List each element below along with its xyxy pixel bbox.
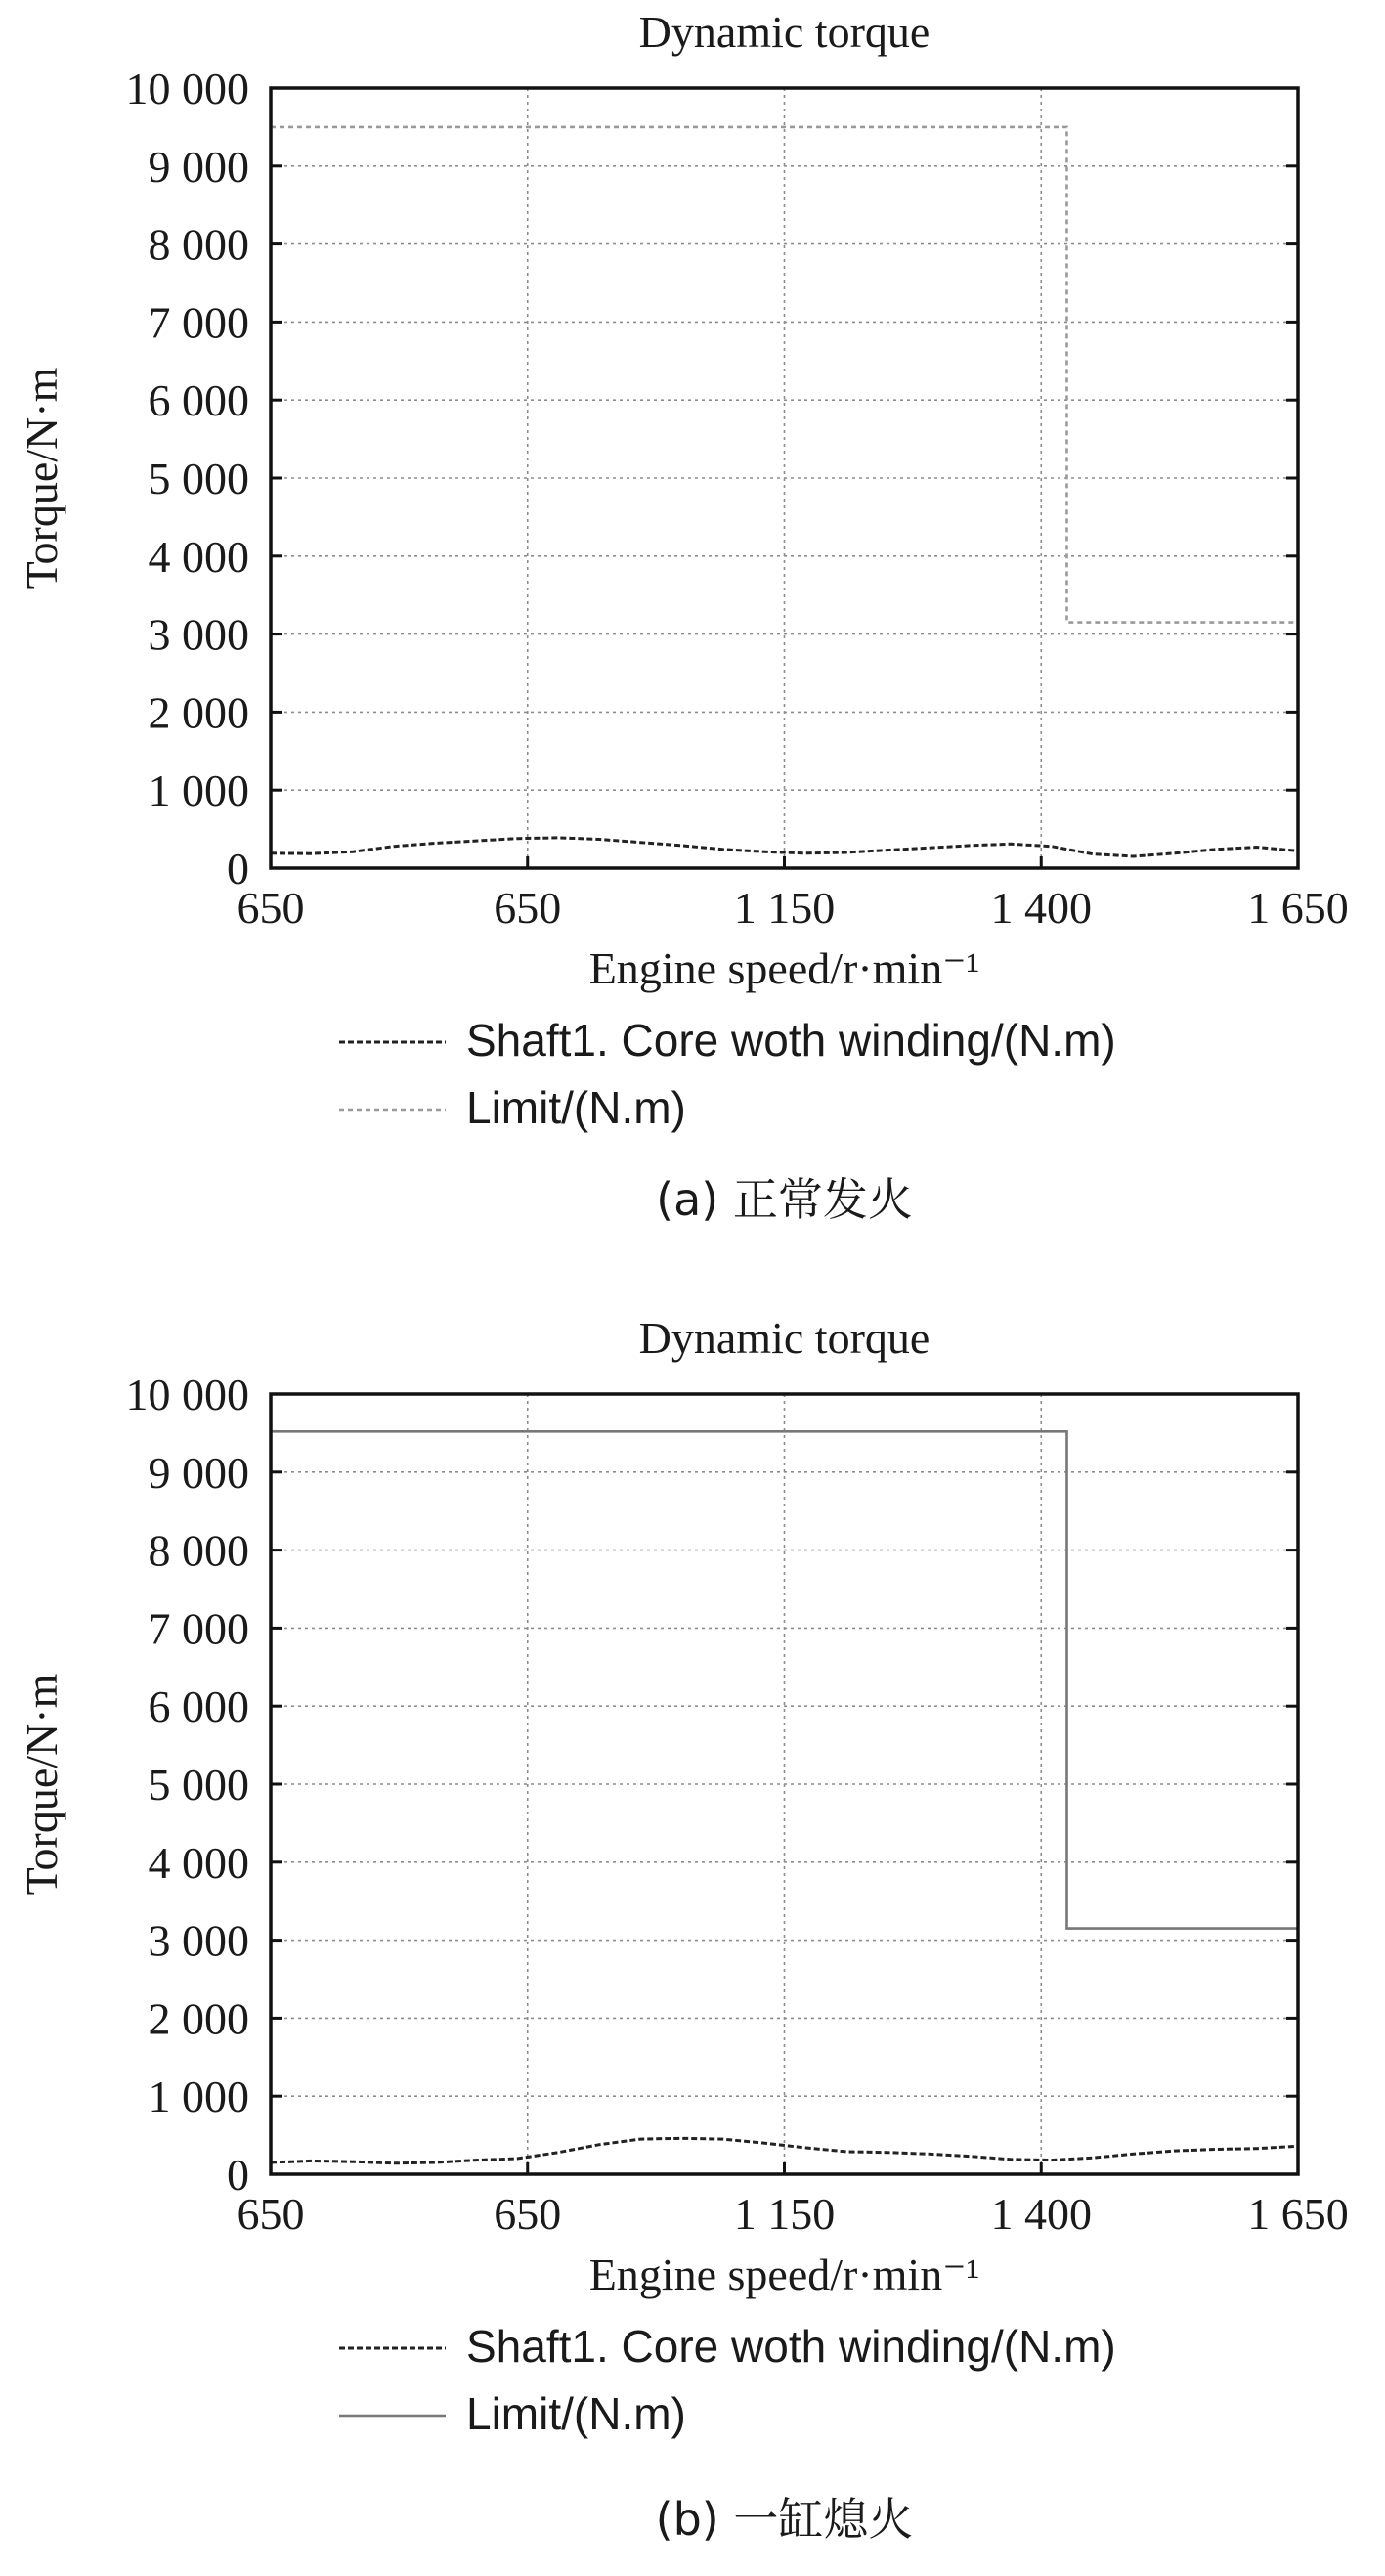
y-tick-label: 0 <box>227 844 249 894</box>
y-tick-label: 3 000 <box>148 609 249 660</box>
y-tick-label: 6 000 <box>148 1681 249 1732</box>
x-tick-label: 650 <box>237 2189 305 2239</box>
legend-entry-label: Shaft1. Core woth winding/(N.m) <box>466 1015 1116 1066</box>
y-tick-label: 0 <box>227 2150 249 2200</box>
y-tick-label: 4 000 <box>148 1837 249 1888</box>
legend-entry-label: Limit/(N.m) <box>466 2388 686 2439</box>
legend-entry-label: Limit/(N.m) <box>466 1082 686 1133</box>
x-tick-label: 1 400 <box>990 883 1092 933</box>
panel-caption: (b) 一缸熄火 <box>655 2493 914 2546</box>
y-tick-label: 9 000 <box>148 141 249 192</box>
x-axis-label: Engine speed/r·min⁻¹ <box>588 943 980 993</box>
y-axis-label: Torque/N·m <box>17 1673 66 1896</box>
chart-panel-b <box>17 1313 1349 2546</box>
chart-title: Dynamic torque <box>638 7 931 57</box>
x-tick-label: 1 150 <box>733 883 836 933</box>
y-tick-label: 2 000 <box>148 1993 249 2044</box>
x-tick-label: 650 <box>494 2189 562 2239</box>
x-tick-label: 650 <box>494 883 562 933</box>
x-tick-label: 1 400 <box>990 2189 1092 2239</box>
y-tick-label: 2 000 <box>148 687 249 738</box>
legend-entry-label: Shaft1. Core woth winding/(N.m) <box>466 2321 1116 2372</box>
y-tick-label: 7 000 <box>148 1603 249 1654</box>
y-tick-label: 7 000 <box>148 297 249 348</box>
x-axis-label: Engine speed/r·min⁻¹ <box>588 2249 980 2299</box>
y-tick-label: 6 000 <box>148 375 249 426</box>
y-tick-label: 8 000 <box>148 219 249 270</box>
y-tick-label: 5 000 <box>148 1760 249 1810</box>
chart-title: Dynamic torque <box>638 1313 931 1363</box>
chart-panel-a <box>17 7 1349 1226</box>
y-tick-label: 5 000 <box>148 454 249 503</box>
y-tick-label: 10 000 <box>125 1370 249 1419</box>
x-tick-label: 650 <box>237 883 305 933</box>
panel-caption: (a) 正常发火 <box>656 1173 913 1226</box>
y-tick-label: 3 000 <box>148 1915 249 1966</box>
y-tick-label: 1 000 <box>148 2072 249 2122</box>
x-tick-label: 1 650 <box>1247 2189 1349 2239</box>
y-axis-label: Torque/N·m <box>17 367 66 589</box>
x-tick-label: 1 150 <box>733 2189 836 2239</box>
y-tick-label: 1 000 <box>148 765 249 816</box>
y-tick-label: 8 000 <box>148 1525 249 1576</box>
y-tick-label: 4 000 <box>148 531 249 582</box>
x-tick-label: 1 650 <box>1247 883 1349 933</box>
y-tick-label: 10 000 <box>125 64 249 113</box>
series-line-shaft-torque <box>271 838 1298 856</box>
y-tick-label: 9 000 <box>148 1447 249 1498</box>
